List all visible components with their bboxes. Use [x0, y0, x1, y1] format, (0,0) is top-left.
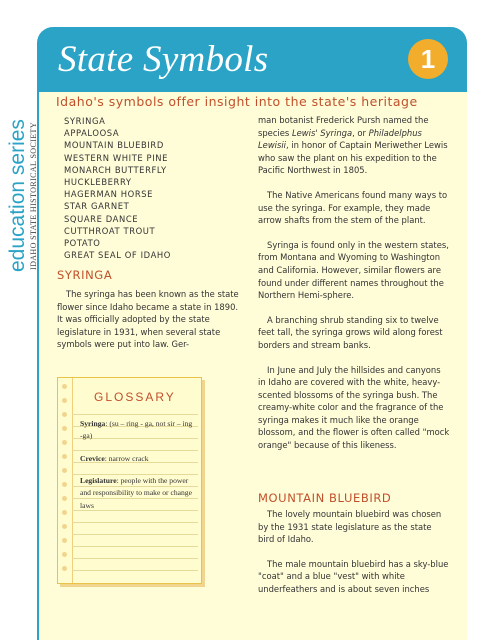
ruled-line [72, 450, 198, 451]
binding-hole-icon [62, 524, 67, 529]
paragraph-text: man botanist Frederick Pursh named the species [258, 115, 429, 138]
bluebird-section [258, 508, 450, 608]
ruled-line [72, 570, 198, 571]
list-item: POTATO [64, 238, 101, 249]
paragraph-text: , or [352, 127, 369, 138]
syringa-heading: SYRINGA [57, 268, 113, 282]
list-item: WESTERN WHITE PINE [64, 152, 169, 163]
lesson-number-badge: 1 [408, 39, 448, 79]
glossary-title: GLOSSARY [94, 390, 176, 404]
glossary-definition: : (su – ring - ga, not sir – ing -ga) [80, 419, 193, 441]
syringa-paragraph: A branching shrub standing six to twelve feet tall, the syringa grows wild along forest borders and stream banks. [258, 314, 443, 350]
side-branding [7, 119, 39, 272]
binding-hole-icon [62, 440, 67, 445]
bluebird-heading: MOUNTAIN BLUEBIRD [258, 491, 392, 505]
symbols-list [64, 115, 171, 261]
list-item: STAR GARNET [64, 201, 130, 212]
subtitle: Idaho's symbols offer insight into the state's heritage [56, 94, 418, 109]
right-column [258, 114, 450, 464]
glossary-term: Syringa [80, 419, 106, 428]
ruled-line [72, 522, 198, 523]
list-item: MOUNTAIN BLUEBIRD [64, 140, 164, 151]
education-series-label: education series [6, 119, 29, 272]
list-item: SYRINGA [64, 116, 106, 126]
ruled-line [72, 534, 198, 535]
ruled-line [72, 414, 198, 415]
glossary-definition: : narrow crack [104, 454, 149, 463]
species-name: Philadelphus Lewisii [258, 127, 422, 151]
binding-hole-icon [62, 454, 67, 459]
binding-hole-icon [62, 398, 67, 403]
binding-hole-icon [62, 496, 67, 501]
syringa-paragraph: The syringa has been known as the state flower since Idaho became a state in 1890. It was officially adopted by the state legislature in 1931, when several state symbols were put into law. Ger- [57, 289, 239, 350]
notepad-margin-line [72, 378, 73, 583]
glossary-term: Crevice [80, 454, 105, 463]
glossary-term: Legislature [80, 476, 117, 485]
binding-hole-icon [62, 412, 67, 417]
binding-hole-icon [62, 482, 67, 487]
paragraph-text: , in honor of Captain Meriwether Lewis who saw the plant on his expedition to the Pacific Northwest in 1805. [258, 140, 448, 176]
bluebird-paragraph: The lovely mountain bluebird was chosen by the 1931 state legislature as the state bird of Idaho. [258, 509, 442, 545]
binding-hole-icon [62, 510, 67, 515]
binding-hole-icon [62, 468, 67, 473]
list-item: CUTTHROAT TROUT [64, 225, 156, 236]
list-item: HAGERMAN HORSE [64, 189, 154, 200]
society-label: IDAHO STATE HISTORICAL SOCIETY [29, 121, 38, 270]
list-item: GREAT SEAL OF IDAHO [64, 250, 171, 261]
binding-hole-icon [62, 552, 67, 557]
glossary-notepad [57, 377, 202, 584]
notepad-binding [62, 384, 68, 580]
ruled-line [72, 546, 198, 547]
syringa-paragraph: The Native Americans found many ways to use the syringa. For example, they made arrow shafts from the stem of the plant. [258, 189, 448, 226]
syringa-paragraph [258, 114, 450, 177]
binding-hole-icon [62, 566, 67, 571]
ruled-line [72, 558, 198, 559]
syringa-intro [57, 288, 242, 363]
list-item: HUCKLEBERRY [64, 177, 132, 188]
list-item: APPALOOSA [64, 128, 120, 139]
bluebird-paragraph: The male mountain bluebird has a sky-blue "coat" and a blue "vest" with white underfeathers and is about seven inches [258, 558, 449, 594]
species-name: Lewis' Syringa [291, 127, 353, 138]
glossary-definition: : people with the power and responsibility to make or change laws [80, 476, 192, 510]
binding-hole-icon [62, 426, 67, 431]
glossary-entry [80, 453, 195, 465]
glossary-entry [80, 418, 195, 443]
page-title: State Symbols [58, 39, 269, 80]
list-item: SQUARE DANCE [64, 213, 139, 224]
syringa-paragraph: Syringa is found only in the western states, from Montana and Wyoming to Washington and California. However, similar flowers are found under different names throughout the Northern Hemi-sphere. [258, 239, 449, 301]
glossary-entry [80, 475, 195, 512]
binding-hole-icon [62, 538, 67, 543]
binding-hole-icon [62, 384, 67, 389]
list-item: MONARCH BUTTERFLY [64, 164, 167, 175]
syringa-paragraph: In June and July the hillsides and canyons in Idaho are covered with the white, heavy-scented blossoms of the syringa bush. The creamy-white color and the fragrance of the syringa makes it much like the orange blossom, and the flower is often called "mock orange" because of this likeness. [258, 364, 450, 451]
